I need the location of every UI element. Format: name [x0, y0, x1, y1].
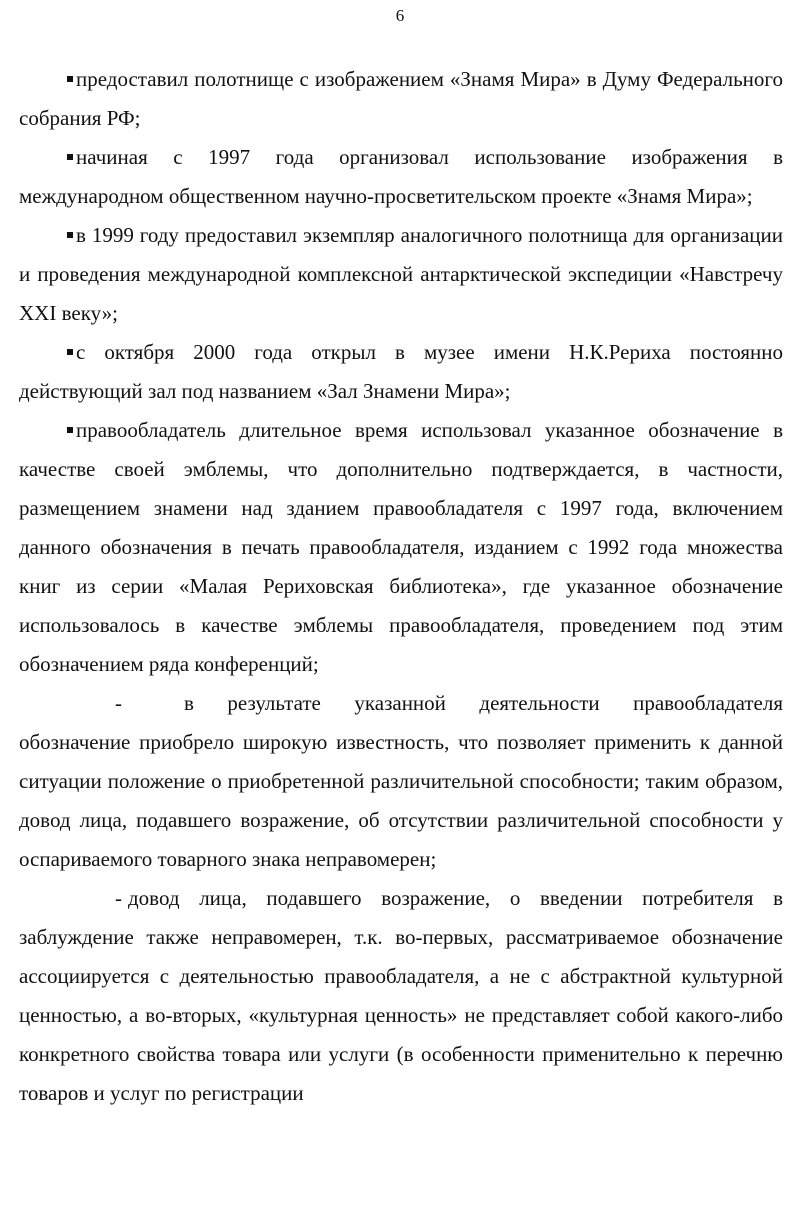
dash-marker: - — [115, 691, 122, 715]
paragraph-text: правообладатель длительное время использовал указанное обозначение в качестве своей эмблемы, что дополнительно подтверждается, в частности, размещением знамени над зданием правообладателя с 1997 года, включением данного обозначения в печать правообладателя, изданием с 1992 года множества книг из серии «Малая Рериховская библиотека», где указанное обозначение использовалось в качестве эмблемы правообладателя, проведением под этим обозначением ряда конференций; — [19, 418, 783, 676]
paragraph-emblem-usage — [19, 411, 783, 684]
paragraph-text: с октября 2000 года открыл в музее имени Н.К.Рериха постоянно действующий зал под названием «Зал Знамени Мира»; — [19, 340, 783, 403]
paragraph-text: в результате указанной деятельности правообладателя обозначение приобрело широкую известность, что позволяет применить к данной ситуации положение о приобретенной различительной способности; таким образом, довод лица, подавшего возражение, об отсутствии различительной способности у оспариваемого товарного знака неправомерен; — [19, 691, 783, 871]
page-number: 6 — [395, 6, 405, 25]
document-body — [19, 60, 783, 1113]
paragraph-distinctiveness — [19, 684, 783, 879]
paragraph-misleading — [19, 879, 783, 1113]
paragraph-flag-duma — [19, 60, 783, 138]
square-bullet-icon — [67, 154, 73, 160]
square-bullet-icon — [67, 427, 73, 433]
paragraph-expedition-1999 — [19, 216, 783, 333]
paragraph-text: довод лица, подавшего возражение, о введении потребителя в заблуждение также неправомерен, т.к. во-первых, рассматриваемое обозначение ассоциируется с деятельностью правообладателя, а не с абстрактной культурной ценностью, а во-вторых, «культурная ценность» не представляет собой какого-либо конкретного свойства товара или услуги (в особенности применительно к перечню товаров и услуг по регистрации — [19, 886, 783, 1105]
paragraph-text: начиная с 1997 года организовал использование изображения в международном общественном научно-просветительском проекте «Знамя Мира»; — [19, 145, 783, 208]
square-bullet-icon — [67, 349, 73, 355]
square-bullet-icon — [67, 76, 73, 82]
paragraph-project-1997 — [19, 138, 783, 216]
paragraph-text: предоставил полотнище с изображением «Знамя Мира» в Думу Федерального собрания РФ; — [19, 67, 783, 130]
square-bullet-icon — [67, 232, 73, 238]
dash-marker: - — [115, 886, 122, 910]
paragraph-text: в 1999 году предоставил экземпляр аналогичного полотнища для организации и проведения международной комплексной антарктической экспедиции «Навстречу XXI веку»; — [19, 223, 783, 325]
paragraph-hall-2000 — [19, 333, 783, 411]
